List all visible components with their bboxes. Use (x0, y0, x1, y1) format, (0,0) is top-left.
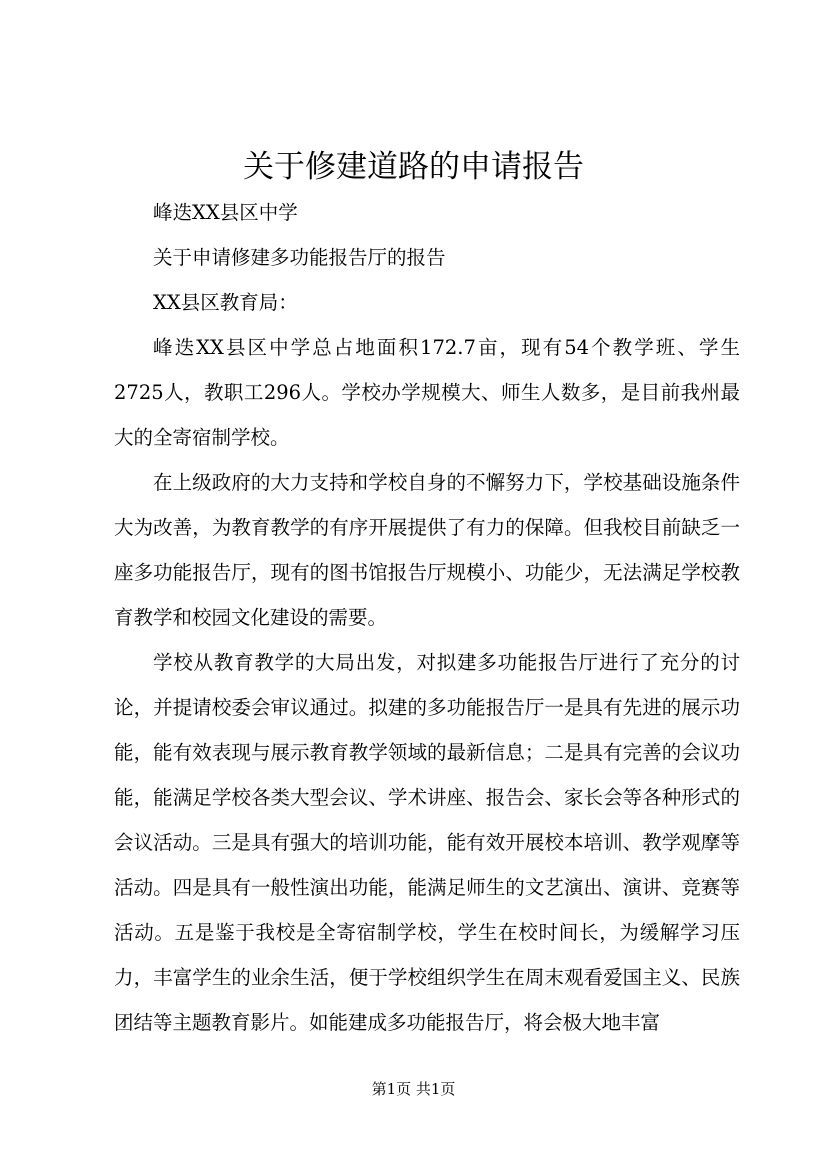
document-title: 关于修建道路的申请报告 (243, 149, 584, 185)
subject-line: 关于申请修建多功能报告厅的报告 (153, 246, 446, 269)
sender-line: 峰迭XX县区中学 (153, 201, 298, 224)
recipient-line: XX县区教育局： (153, 291, 298, 314)
paragraph: 学校从教育教学的大局出发，对拟建多功能报告厅进行了充分的讨论，并提请校委会审议通过。拟建的多功能报告厅一是具有先进的展示功能，能有效表现与展示教育教学领域的最新信息；二是具有完善的会议功能，能满足学校各类大型会议、学术讲座、报告会、家长会等各种形式的会议活动。三是具有强大的培训功能，能有效开展校本培训、教学观摩等活动。四是具有一般性演出功能，能满足师生的文艺演出、演讲、竞赛等活动。五是鉴于我校是全寄宿制学校，学生在校时间长，为缓解学习压力，丰富学生的业余生活，便于学校组织学生在周末观看爱国主义、民族团结等主题教育影片。如能建成多功能报告厅，将会极大地丰富 (114, 651, 740, 1034)
page-footer: 第1页 共1页 (371, 1080, 456, 1098)
document-body (114, 190, 740, 1045)
paragraph: 在上级政府的大力支持和学校自身的不懈努力下，学校基础设施条件大为改善，为教育教学的有序开展提供了有力的保障。但我校目前缺乏一座多功能报告厅，现有的图书馆报告厅规模小、功能少，无法满足学校教育教学和校园文化建设的需要。 (114, 471, 740, 629)
paragraph: 峰迭XX县区中学总占地面积172.7亩，现有54个教学班、学生2725人，教职工296人。学校办学规模大、师生人数多，是目前我州最大的全寄宿制学校。 (114, 336, 740, 449)
